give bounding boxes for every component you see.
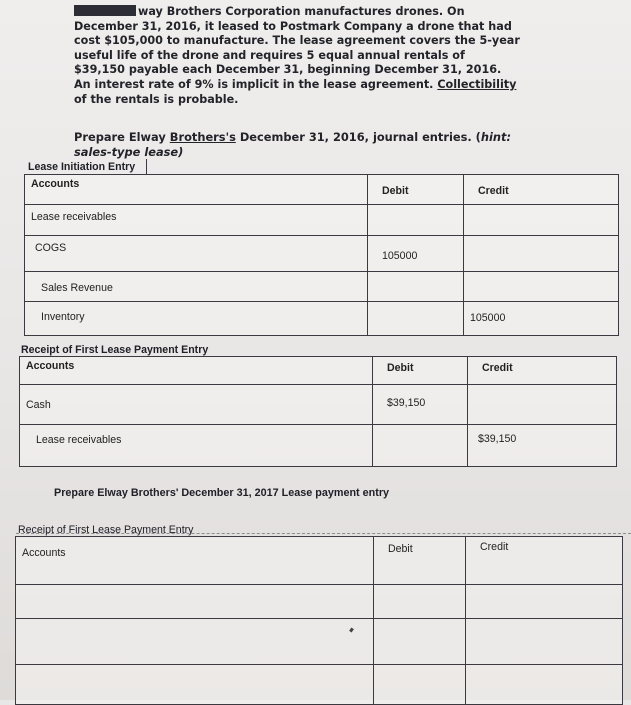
credit-cell[interactable] xyxy=(466,619,623,665)
lease-initiation-caption: Lease Initiation Entry xyxy=(28,161,136,173)
account-cell[interactable]: Lease receivables xyxy=(20,425,373,467)
problem-line-4: useful life of the drone and requires 5 equal annual rentals of xyxy=(74,48,465,62)
header-credit: Credit xyxy=(464,175,619,205)
lease-initiation-table xyxy=(24,174,619,336)
caption-divider xyxy=(146,159,147,174)
problem-line-3: cost $105,000 to manufacture. The lease agreement covers the 5-year xyxy=(74,34,520,48)
account-cell[interactable]: COGS xyxy=(25,236,368,272)
lease-payment-2017-table xyxy=(15,536,623,705)
table-header-row xyxy=(20,357,617,385)
collectibility-word: Collectibility xyxy=(437,77,517,91)
debit-cell[interactable] xyxy=(374,665,466,705)
problem-line-1: way Brothers Corporation manufactures drones. On xyxy=(74,5,574,20)
first-payment-caption: Receipt of First Lease Payment Entry xyxy=(21,344,209,356)
header-debit: Debit xyxy=(374,537,466,585)
debit-cell[interactable] xyxy=(374,585,466,619)
debit-cell[interactable] xyxy=(368,205,464,236)
debit-cell[interactable] xyxy=(368,302,464,336)
lease-payment-2017-prompt: Prepare Elway Brothers' December 31, 2017 Lease payment entry xyxy=(54,487,390,499)
credit-cell[interactable] xyxy=(466,665,623,705)
table-row xyxy=(16,585,623,619)
debit-cell[interactable] xyxy=(374,619,466,665)
hint-label: hint: xyxy=(480,130,512,144)
table-row xyxy=(25,236,619,272)
credit-cell[interactable]: $39,150 xyxy=(468,425,617,467)
header-accounts: Accounts xyxy=(25,175,368,205)
prompt-line-2: sales-type lease) xyxy=(74,144,184,159)
credit-cell[interactable]: 105000 xyxy=(464,302,619,336)
debit-cell[interactable]: 105000 xyxy=(368,236,464,272)
task-prompt xyxy=(74,130,574,159)
first-payment-table xyxy=(19,356,617,467)
problem-line-5: $39,150 payable each December 31, beginning December 31, 2016. xyxy=(74,63,502,77)
second-payment-caption: Receipt of First Lease Payment Entry xyxy=(18,524,194,536)
account-cell[interactable]: Inventory xyxy=(25,302,368,336)
table-row xyxy=(20,385,617,425)
account-cell[interactable] xyxy=(16,619,374,665)
debit-cell[interactable] xyxy=(368,272,464,302)
header-accounts: Accounts xyxy=(16,537,374,585)
problem-line-2: December 31, 2016, it leased to Postmark Company a drone that had xyxy=(74,19,512,33)
table-header-row xyxy=(25,175,619,205)
problem-line-6: An interest rate of 9% is implicit in the lease agreement. Collectibility xyxy=(74,77,517,91)
credit-cell[interactable] xyxy=(468,385,617,425)
account-cell[interactable] xyxy=(16,665,374,705)
account-cell[interactable]: Lease receivables xyxy=(25,205,368,236)
table-row xyxy=(16,665,623,705)
debit-cell[interactable]: $39,150 xyxy=(373,385,468,425)
account-cell[interactable]: Sales Revenue xyxy=(25,272,368,302)
table-header-row xyxy=(16,537,623,585)
credit-cell[interactable] xyxy=(466,585,623,619)
prompt-line-1: Prepare Elway Brothers's December 31, 2016, journal entries. (hint: xyxy=(74,130,512,144)
brothers-word: Brothers's xyxy=(169,130,236,144)
table-row xyxy=(25,302,619,336)
header-accounts: Accounts xyxy=(20,357,373,385)
header-debit: Debit xyxy=(368,175,464,205)
table-row xyxy=(16,619,623,665)
table-row xyxy=(25,205,619,236)
redacted-mark xyxy=(74,5,136,16)
credit-cell[interactable] xyxy=(464,272,619,302)
header-credit: Credit xyxy=(468,357,617,385)
table-row xyxy=(20,425,617,467)
problem-line-7: of the rentals is probable. xyxy=(74,92,239,106)
problem-statement xyxy=(74,5,574,107)
header-credit: Credit xyxy=(466,537,623,585)
account-cell[interactable]: Cash xyxy=(20,385,373,425)
account-cell[interactable] xyxy=(16,585,374,619)
debit-cell[interactable] xyxy=(373,425,468,467)
header-debit: Debit xyxy=(373,357,468,385)
credit-cell[interactable] xyxy=(464,236,619,272)
table-row xyxy=(25,272,619,302)
credit-cell[interactable] xyxy=(464,205,619,236)
